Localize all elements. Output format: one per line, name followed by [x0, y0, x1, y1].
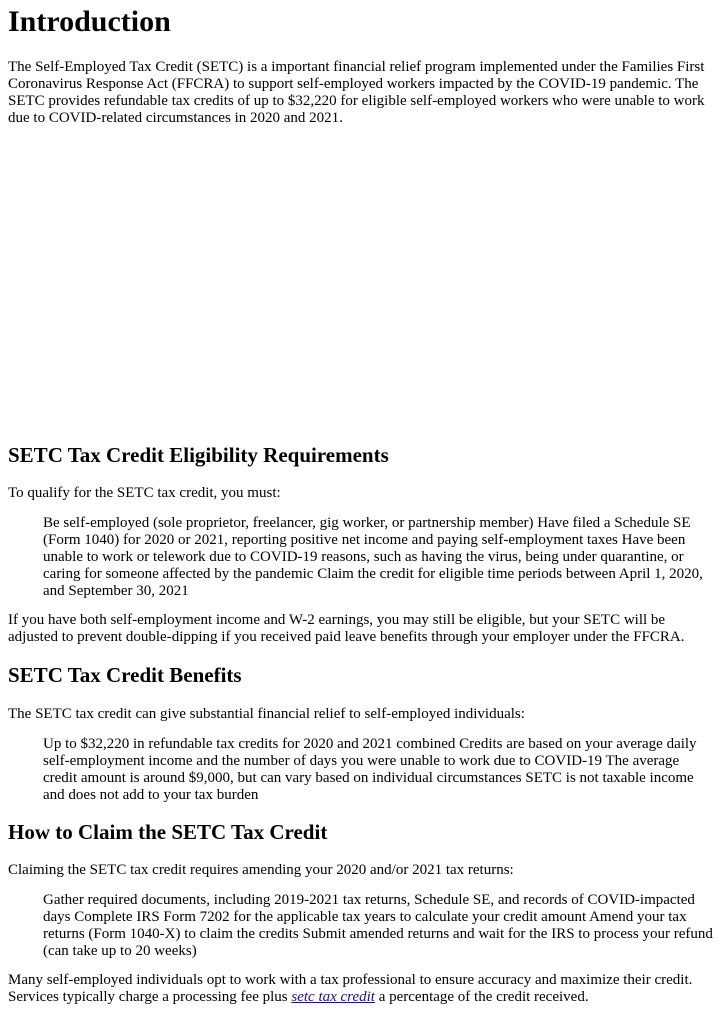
eligibility-requirements-quote: Be self-employed (sole proprietor, freelancer, gig worker, or partnership member) Have filed a Schedule SE (Form 1040) for 2020 or 2021, reporting positive net income and paying self-employment taxes Have been unable to work or telework due to COVID-19 reasons, such as having the virus, being under quarantine, or caring for someone affected by the pandemic Claim the credit for eligible time periods between April 1, 2020, and September 30, 2021 [43, 515, 703, 599]
claim-closing-paragraph [8, 972, 712, 1006]
eligibility-heading: SETC Tax Credit Eligibility Requirements [8, 443, 389, 467]
eligibility-lead: To qualify for the SETC tax credit, you must: [8, 485, 281, 501]
intro-paragraph: The Self-Employed Tax Credit (SETC) is a important financial relief program implemented under the Families First Coronavirus Response Act (FFCRA) to support self-employed workers impacted by the COVID-19 pandemic. The SETC provides refundable tax credits of up to $32,220 for eligible self-employed workers who were unable to work due to COVID-related circumstances in 2020 and 2021. [8, 59, 705, 126]
intro-heading: Introduction [8, 5, 171, 38]
claim-heading: How to Claim the SETC Tax Credit [8, 820, 328, 844]
claim-steps-quote: Gather required documents, including 2019-2021 tax returns, Schedule SE, and records of COVID-impacted days Complete IRS Form 7202 for the applicable tax years to calculate your credit amount Amend your tax returns (Form 1040-X) to claim the credits Submit amended returns and wait for the IRS to process your refund (can take up to 20 weeks) [43, 892, 713, 959]
eligibility-note: If you have both self-employment income and W-2 earnings, you may still be eligible, but your SETC will be adjusted to prevent double-dipping if you received paid leave benefits through your employer under the FFCRA. [8, 612, 685, 645]
benefits-heading: SETC Tax Credit Benefits [8, 663, 242, 687]
benefits-lead: The SETC tax credit can give substantial financial relief to self-employed individuals: [8, 706, 525, 722]
closing-text-after-link: a percentage of the credit received. [374, 989, 589, 1005]
setc-tax-credit-link[interactable]: setc tax credit [291, 989, 375, 1005]
benefits-list-quote: Up to $32,220 in refundable tax credits for 2020 and 2021 combined Credits are based on your average daily self-employment income and the number of days you were unable to work due to COVID-19 The average credit amount is around $9,000, but can vary based on individual circumstances SETC is not taxable income and does not add to your tax burden [43, 736, 697, 803]
claim-lead: Claiming the SETC tax credit requires amending your 2020 and/or 2021 tax returns: [8, 862, 514, 878]
closing-text-before-link: Many self-employed individuals opt to work with a tax professional to ensure accuracy and maximize their credit. Services typically charge a processing fee plus [8, 972, 693, 1005]
